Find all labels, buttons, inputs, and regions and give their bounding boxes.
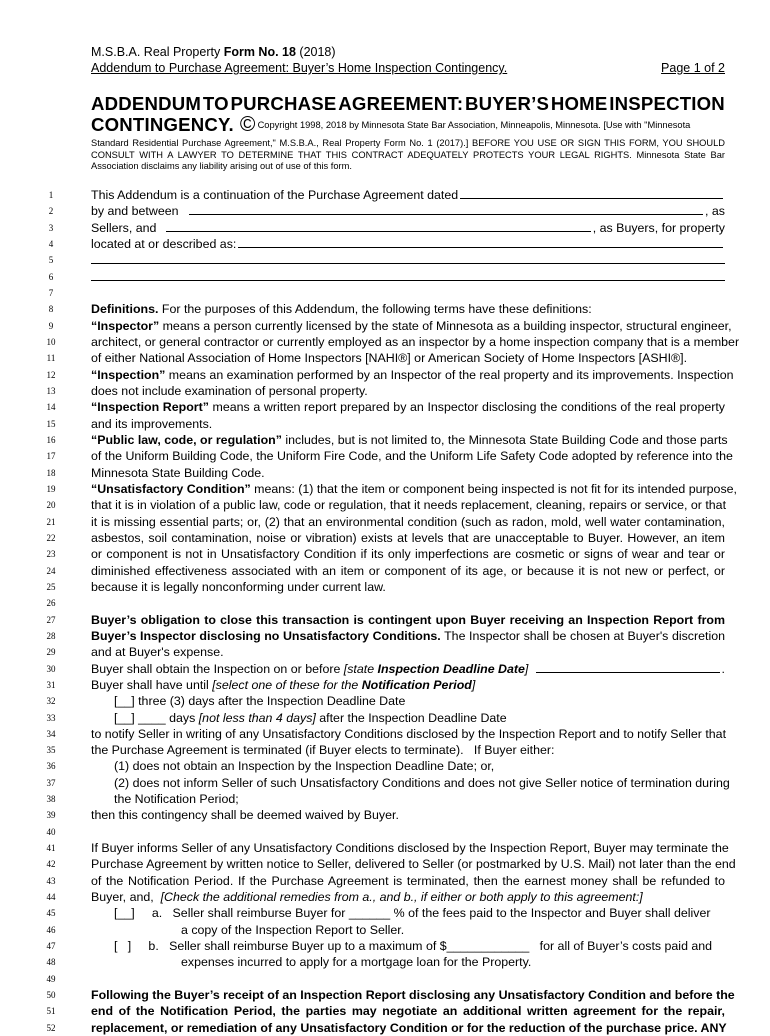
text-line: (2) does not inform Seller of such Unsatisfactory Conditions and does not give Seller notice of termination during <box>114 775 730 790</box>
remedy-a-percent-field[interactable]: ______ <box>348 906 391 921</box>
text-line: asbestos, soil contamination, noise or vibration) exists at levels that are unacceptable to Buyer. However, an item <box>91 530 725 545</box>
line-number: 40 <box>46 826 56 837</box>
line-number: 5 <box>48 255 54 266</box>
line-number: 39 <box>46 810 56 821</box>
text-line <box>91 481 737 497</box>
line-number: 18 <box>46 467 56 478</box>
line-number: 16 <box>46 434 56 445</box>
text-line: of the Notification Period. If the Purchase Agreement is terminated, then the earnest money shall be refunded to <box>91 873 725 888</box>
line-number: 13 <box>46 385 56 396</box>
document-body <box>91 187 740 1036</box>
inspection-deadline-field[interactable] <box>536 661 719 673</box>
line-number: 38 <box>46 794 56 805</box>
inspection-deadline-term: Inspection Deadline Date <box>377 661 525 676</box>
text-line: replacement, or remediation of any Unsatisfactory Condition or for the reduction of the purchase price. ANY <box>91 1020 727 1035</box>
text-line: of the Uniform Building Code, the Uniform Fire Code, and the Uniform Life Safety Code adopted by reference into the <box>91 449 733 464</box>
buyers-label: Sellers, and <box>91 220 157 235</box>
custom-days-hint: [not less than 4 days] <box>198 710 316 725</box>
legal-notice: Standard Residential Purchase Agreement," M.S.B.A., Real Property Form No. 1 (2017).] BEFORE YOU USE OR SIGN THIS FORM, YOU SHOULD CONSULT WITH A LAWYER TO DETERMINE THAT THIS CONTRACT ADEQUATELY PROTECTS YOUR LEGAL RIGHTS. Minnesota State Bar Association disclaims any liability arising out of use of this form. <box>91 138 725 172</box>
definitions-heading: Definitions. <box>91 302 159 317</box>
title-line-1 <box>91 94 725 114</box>
title-word: HOME <box>550 93 608 114</box>
text-line: If Buyer informs Seller of any Unsatisfactory Conditions disclosed by the Inspection Report, Buyer may terminate the <box>91 841 729 856</box>
line-number: 17 <box>46 451 56 462</box>
title-word: ADDENDUM <box>91 93 202 114</box>
blank-line <box>91 595 725 611</box>
remedy-a-text: [__] a. Seller shall reimburse Buyer for <box>114 906 349 921</box>
blank-line <box>91 971 725 987</box>
line-number: 9 <box>48 320 54 331</box>
line-number: 24 <box>46 565 56 576</box>
property-field[interactable] <box>238 236 723 248</box>
property-label: located at or described as: <box>91 236 237 251</box>
notification-label: Buyer shall have until <box>91 677 213 692</box>
title-word: TO <box>202 93 229 114</box>
form-header <box>91 45 725 60</box>
line-number: 30 <box>46 663 56 674</box>
line-number: 25 <box>46 581 56 592</box>
option-custom-days-checkbox[interactable] <box>91 710 725 726</box>
text-line <box>91 220 725 236</box>
purchase-agreement-date-field[interactable] <box>460 187 723 199</box>
remedy-a-checkbox[interactable] <box>91 905 725 921</box>
text-line: of either National Association of Home Inspectors [NAHI®] or American Society of Home Inspectors [ASHI®]. <box>91 351 688 366</box>
line-number: 50 <box>46 990 56 1001</box>
line-number: 20 <box>46 500 56 511</box>
header-prefix: M.S.B.A. Real Property <box>91 45 224 59</box>
line-number: 15 <box>46 418 56 429</box>
text-line: a copy of the Inspection Report to Seller. <box>181 922 405 937</box>
line-number: 21 <box>46 516 56 527</box>
text-line: end of the Notification Period, the parties may negotiate an additional written agreement for the repair, <box>91 1004 725 1019</box>
text-line <box>91 252 725 268</box>
line-number: 19 <box>46 483 56 494</box>
copyright-icon: © <box>239 113 256 136</box>
title-word: BUYER’S <box>465 93 550 114</box>
property-field-line-2[interactable] <box>91 252 725 264</box>
line-number: 49 <box>46 973 56 984</box>
line-number: 8 <box>48 304 54 315</box>
line-number: 48 <box>46 957 56 968</box>
form-subtitle: Addendum to Purchase Agreement: Buyer’s Home Inspection Contingency. <box>91 61 508 75</box>
term-inspection-report: “Inspection Report” <box>91 400 209 415</box>
form-subheader <box>91 61 725 76</box>
title-word: AGREEMENT: <box>338 93 464 114</box>
term-inspection: “Inspection” <box>91 367 166 382</box>
obligation-text: The Inspector shall be chosen at Buyer's discretion <box>440 628 725 643</box>
custom-days-text: [__] ____ days <box>114 710 199 725</box>
text-line: or component is not in Unsatisfactory Condition if its only imperfections are cosmetic or signs of wear and tear or <box>91 547 725 562</box>
line-number: 26 <box>46 598 56 609</box>
remedy-b-text: [ ] b. Seller shall reimburse Buyer up to a maximum of $ <box>114 939 447 954</box>
line-number: 28 <box>46 630 56 641</box>
line-number: 34 <box>46 728 56 739</box>
text-line <box>91 187 725 203</box>
title-word: PURCHASE <box>230 93 337 114</box>
term-public-law: “Public law, code, or regulation” <box>91 432 282 447</box>
line-number: 45 <box>46 908 56 919</box>
remedies-label: Buyer, and, <box>91 890 161 905</box>
sellers-label: by and between <box>91 204 179 219</box>
line-number: 6 <box>48 271 54 282</box>
notification-period-term: Notification Period <box>361 677 472 692</box>
custom-days-suffix: after the Inspection Deadline Date <box>315 710 507 725</box>
obligation-bold: Buyer’s Inspector disclosing no Unsatisfactory Conditions. <box>91 628 441 643</box>
text-line: it is missing essential parts; or, (2) that an environmental condition (such as radon, mold, well water contamination, <box>91 514 725 529</box>
definitions-intro: For the purposes of this Addendum, the following terms have these definitions: <box>158 302 592 317</box>
remedy-b-checkbox[interactable] <box>91 938 725 954</box>
line-numbers <box>40 187 62 1036</box>
text-line: architect, or general contractor or currently employed as an inspector by a home inspection company that is a member <box>91 334 740 349</box>
text-line <box>91 269 725 285</box>
notification-hint: [select one of these for the <box>212 677 362 692</box>
definition-text: means: (1) that the item or component being inspected is not fit for its intended purpose, <box>250 481 737 496</box>
buyers-suffix: , as Buyers, for property <box>592 220 725 235</box>
line-number: 22 <box>46 532 56 543</box>
period: . <box>721 661 725 676</box>
line-number: 44 <box>46 892 56 903</box>
line-number: 36 <box>46 761 56 772</box>
line-number: 37 <box>46 777 56 788</box>
line-number: 33 <box>46 712 56 723</box>
line-number: 51 <box>46 1006 56 1017</box>
blank-line <box>91 824 725 840</box>
text-line: because it is legally nonconforming under current law. <box>91 579 386 594</box>
definition-text: means a person currently licensed by the state of Minnesota as a building inspector, structural engineer, <box>159 318 732 333</box>
line-number: 46 <box>46 924 56 935</box>
line-number: 41 <box>46 843 56 854</box>
text-line: and at Buyer's expense. <box>91 645 224 660</box>
text-line: the Purchase Agreement is terminated (if Buyer elects to terminate). If Buyer either: <box>91 743 555 758</box>
text-line <box>91 367 734 383</box>
text-line <box>91 628 725 644</box>
text-line <box>91 203 725 219</box>
option-three-days-checkbox[interactable]: [__] three (3) days after the Inspection Deadline Date <box>114 694 406 709</box>
remedy-b-amount-field[interactable]: ____________ <box>446 939 530 954</box>
definition-text: means an examination performed by an Inspector of the real property and its improvements. Inspection <box>165 367 734 382</box>
line-number: 2 <box>48 206 54 217</box>
page-indicator: Page 1 of 2 <box>661 61 725 75</box>
line-number: 29 <box>46 647 56 658</box>
text-line: that it is in violation of a public law, code or regulation, that it needs replacement, cleaning, repairs or service, or that <box>91 498 727 513</box>
line-number: 14 <box>46 402 56 413</box>
title-contingency: CONTINGENCY. <box>91 114 234 135</box>
text-line <box>91 432 728 448</box>
text-line: then this contingency shall be deemed waived by Buyer. <box>91 808 399 823</box>
text-line <box>91 677 725 693</box>
line-number: 27 <box>46 614 56 625</box>
definition-text: means a written report prepared by an Inspector disclosing the conditions of the real property <box>208 400 725 415</box>
remedy-a-text-cont: % of the fees paid to the Inspector and Buyer shall deliver <box>390 906 711 921</box>
line-number: 31 <box>46 679 56 690</box>
text-line <box>91 399 725 415</box>
property-field-line-3[interactable] <box>91 269 725 281</box>
text-line <box>91 318 732 334</box>
remedy-b-text-cont: for all of Buyer’s costs paid and <box>529 939 713 954</box>
sellers-suffix: , as <box>705 204 725 219</box>
definition-text: includes, but is not limited to, the Minnesota State Building Code and those parts <box>281 432 728 447</box>
text-line: Following the Buyer’s receipt of an Inspection Report disclosing any Unsatisfactory Condition and before the <box>91 988 735 1003</box>
line-number: 43 <box>46 875 56 886</box>
line-number: 10 <box>46 336 56 347</box>
text-line: does not include examination of personal property. <box>91 383 368 398</box>
line-number: 47 <box>46 941 56 952</box>
line-number: 1 <box>48 190 54 200</box>
text-line: Buyer’s obligation to close this transaction is contingent upon Buyer receiving an Inspection Report from <box>91 612 725 627</box>
line-number: 11 <box>46 353 56 364</box>
text-line: Purchase Agreement by written notice to Seller, delivered to Seller (or postmarked by U.S. Mail) not later than the end <box>91 857 736 872</box>
form-number: Form No. 18 <box>223 45 296 59</box>
line-number: 35 <box>46 745 56 756</box>
copyright-text: Copyright 1998, 2018 by Minnesota State Bar Association, Minneapolis, Minnesota. [Use with "Minnesota <box>257 120 691 130</box>
text-line <box>91 661 725 677</box>
line-number: 32 <box>46 696 56 707</box>
term-inspector: “Inspector” <box>91 318 160 333</box>
text-line <box>91 889 725 905</box>
text-line: to notify Seller in writing of any Unsatisfactory Conditions disclosed by the Inspection Report and to notify Seller that <box>91 726 727 741</box>
text-line: diminished effectiveness associated with an item or component of its age, or because it is not new or perfect, or <box>91 563 725 578</box>
line-number: 52 <box>46 1022 56 1033</box>
buyers-field[interactable] <box>166 220 590 232</box>
title-line-2 <box>91 115 725 135</box>
line-number: 23 <box>46 549 56 560</box>
line-number: 12 <box>46 369 56 380</box>
purchase-agreement-label: This Addendum is a continuation of the Purchase Agreement dated <box>91 188 459 202</box>
text-line: (1) does not obtain an Inspection by the Inspection Deadline Date; or, <box>114 759 495 774</box>
sellers-field[interactable] <box>189 203 704 215</box>
text-line: Minnesota State Building Code. <box>91 465 265 480</box>
form-year: (2018) <box>295 45 336 59</box>
remedies-hint: [Check the additional remedies from a., and b., if either or both apply to this agreement:] <box>160 890 643 905</box>
text-line <box>91 236 725 252</box>
inspection-date-hint-close: ] <box>524 661 529 676</box>
inspection-date-label: Buyer shall obtain the Inspection on or before <box>91 661 344 676</box>
line-number: 4 <box>48 238 54 249</box>
notification-hint-close: ] <box>471 677 476 692</box>
text-line: the Notification Period; <box>114 792 239 807</box>
line-number: 42 <box>46 859 56 870</box>
line-number: 3 <box>48 222 54 233</box>
document-title <box>91 94 725 135</box>
text-line <box>91 301 725 317</box>
term-unsatisfactory-condition: “Unsatisfactory Condition” <box>91 481 251 496</box>
text-line: expenses incurred to apply for a mortgage loan for the Property. <box>181 955 532 970</box>
text-line: and its improvements. <box>91 416 213 431</box>
line-number: 7 <box>48 287 54 298</box>
blank-line <box>91 285 725 301</box>
title-word: INSPECTION <box>609 93 725 114</box>
inspection-date-hint: [state <box>343 661 378 676</box>
